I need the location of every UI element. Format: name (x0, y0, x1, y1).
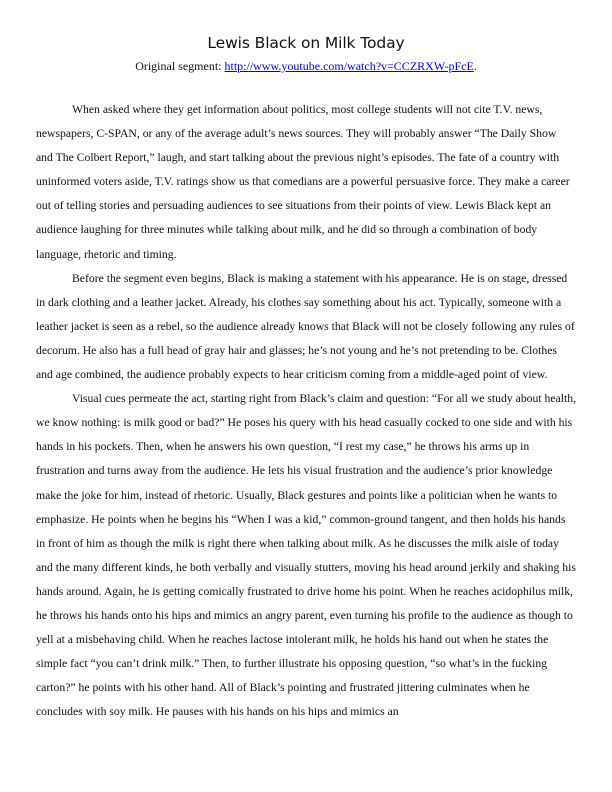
paragraph: Visual cues permeate the act, starting right from Black’s claim and question: “For all we study about health, we know nothing: is milk good or bad?” He poses his query with his head casually cocked to one side and with his hands in his pockets. Then, when he answers his own question, “I rest my case,” he throws his arms up in frustration and turns away from the audience. He lets his visual frustration and the audience’s prior knowledge make the joke for him, instead of rhetoric. Usually, Black gestures and points like a politician when he wants to emphasize. He points when he begins his “When I was a kid,” common-ground tangent, and then holds his hands in front of him as though the milk is right there when talking about milk. As he discusses the milk aisle of today and the many different kinds, he both verbally and visually stutters, moving his head around jerkily and shaking his hands around. Again, he is getting comically frustrated to drive home his point. When he reaches acidophilus milk, he throws his hands onto his hips and mimics an angry parent, even turning his profile to the audience as though to yell at a misbehaving child. When he reaches lactose intolerant milk, he holds his hand out when he states the simple fact “you can’t drink milk.” Then, to further illustrate his opposing question, “so what’s in the fucking carton?” he points with his other hand. All of Black’s pointing and frustrated jittering culminates when he concludes with soy milk. He pauses with his hands on his hips and mimics an (36, 392, 576, 719)
essay-body (36, 98, 576, 724)
segment-link[interactable]: http://www.youtube.com/watch?v=CCZRXW-pFcE (224, 59, 474, 73)
original-segment-line (36, 59, 576, 74)
document-title: Lewis Black on Milk Today (207, 34, 405, 52)
segment-prefix: Original segment: (135, 59, 225, 73)
paragraph: When asked where they get information about politics, most college students will not cite T.V. news, newspapers, C-SPAN, or any of the average adult’s news sources. They will probably answer “The Daily Show and The Colbert Report,” laugh, and start talking about the previous night’s episodes. The fate of a country with uninformed voters aside, T.V. ratings show us that comedians are a powerful persuasive force. They make a career out of telling stories and persuading audiences to see situations from their points of view. Lewis Black kept an audience laughing for three minutes while talking about milk, and he did so through a combination of body language, rhetoric and timing. (36, 103, 570, 261)
segment-suffix: . (473, 59, 477, 73)
paragraph: Before the segment even begins, Black is making a statement with his appearance. He is on stage, dressed in dark clothing and a leather jacket. Already, his clothes say something about his act. Typically, someone with a leather jacket is seen as a rebel, so the audience already knows that Black will not be closely following any rules of decorum. He also has a full head of gray hair and glasses; he’s not young and he’s not pretending to be. Clothes and age combined, the audience probably expects to hear criticism coming from a middle-aged point of view. (36, 271, 575, 382)
